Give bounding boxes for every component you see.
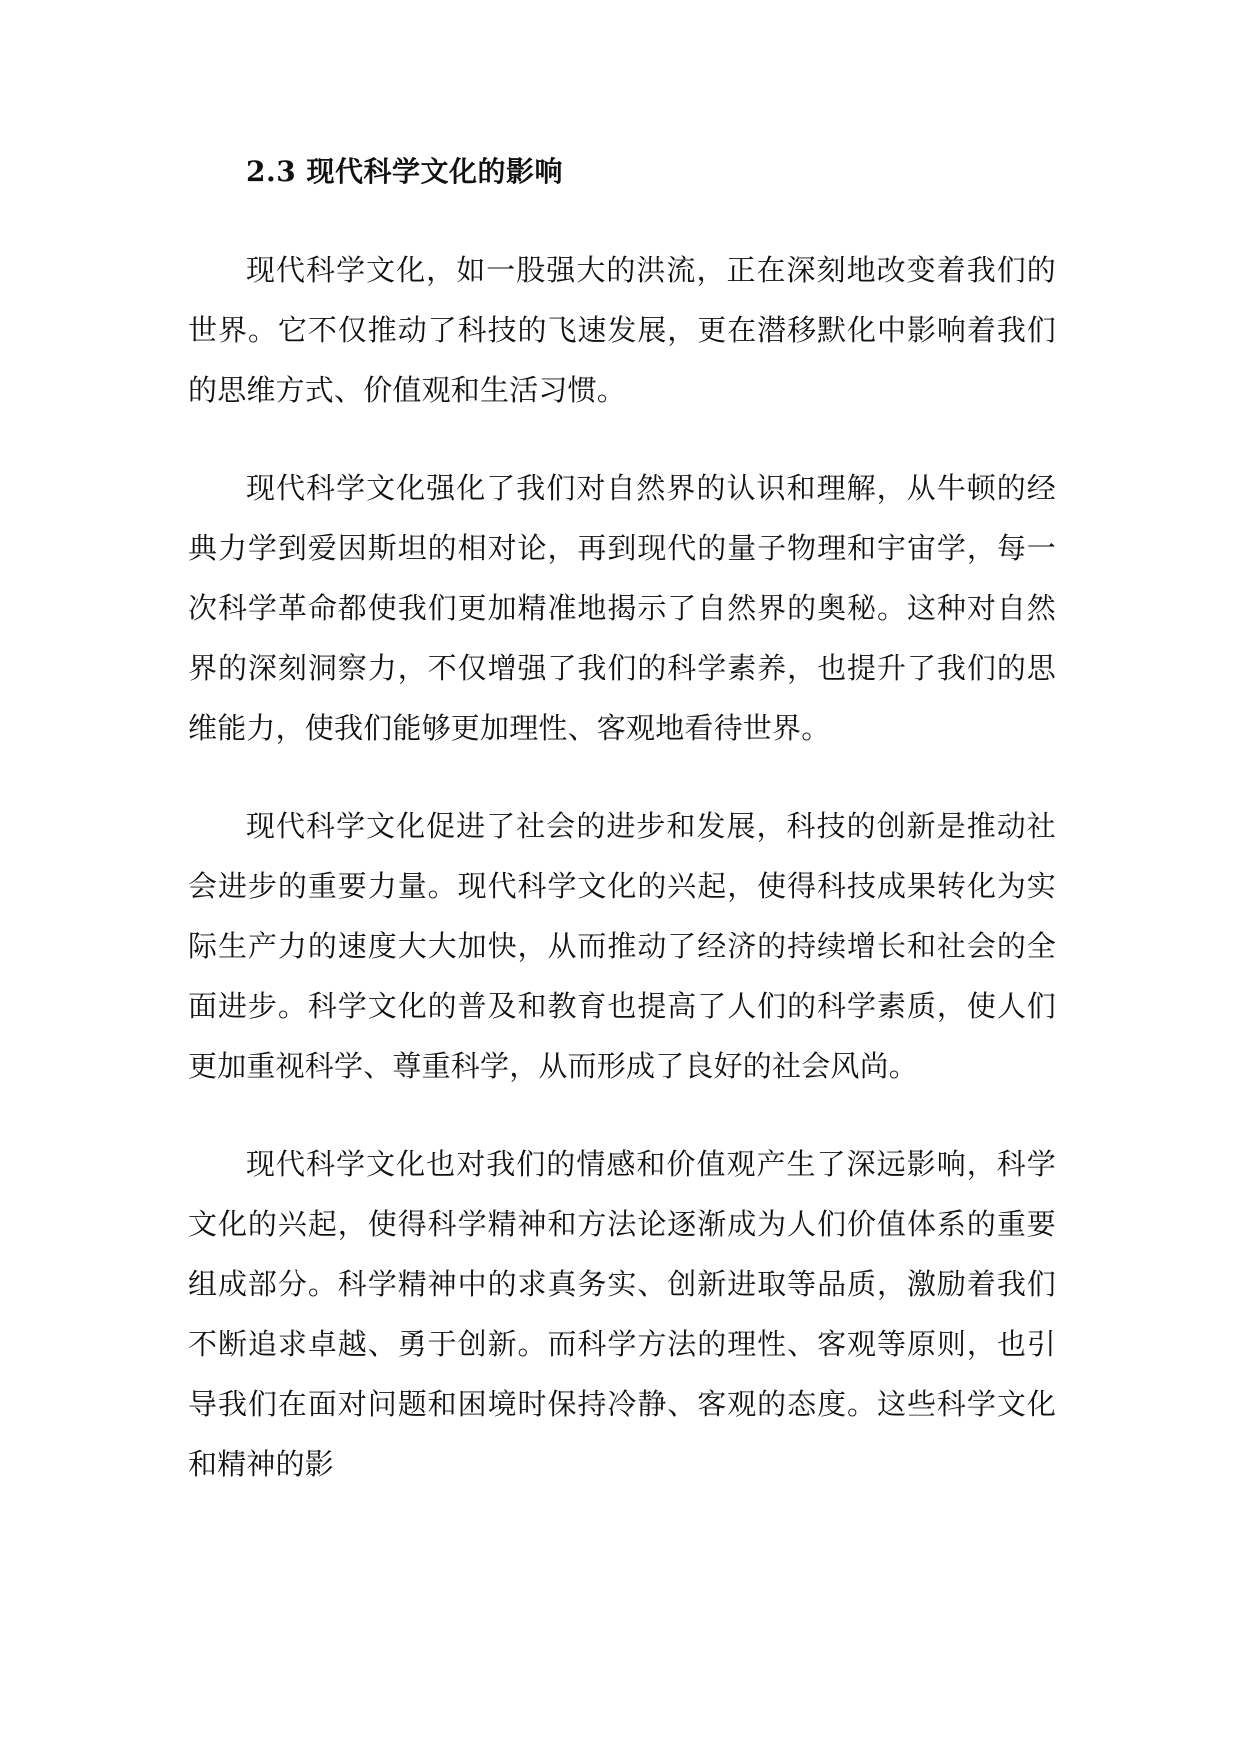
document-body [188,142,1056,1494]
paragraph-2: 现代科学文化强化了我们对自然界的认识和理解，从牛顿的经典力学到爱因斯坦的相对论，再到现代的量子物理和宇宙学，每一次科学革命都使我们更加精准地揭示了自然界的奥秘。这种对自然界的深刻洞察力，不仅增强了我们的科学素养，也提升了我们的思维能力，使我们能够更加理性、客观地看待世界。 [188,471,1056,745]
paragraph-4: 现代科学文化也对我们的情感和价值观产生了深远影响，科学文化的兴起，使得科学精神和方法论逐渐成为人们价值体系的重要组成部分。科学精神中的求真务实、创新进取等品质，激励着我们不断追求卓越、勇于创新。而科学方法的理性、客观等原则，也引导我们在面对问题和困境时保持冷静、客观的态度。这些科学文化和精神的影 [188,1147,1056,1481]
paragraph-3: 现代科学文化促进了社会的进步和发展，科技的创新是推动社会进步的重要力量。现代科学文化的兴起，使得科技成果转化为实际生产力的速度大大加快，从而推动了经济的持续增长和社会的全面进步。科学文化的普及和教育也提高了人们的科学素质，使人们更加重视科学、尊重科学，从而形成了良好的社会风尚。 [188,809,1056,1083]
section-heading: 2.3 现代科学文化的影响 [246,155,563,188]
paragraph-1: 现代科学文化，如一股强大的洪流，正在深刻地改变着我们的世界。它不仅推动了科技的飞速发展，更在潜移默化中影响着我们的思维方式、价值观和生活习惯。 [188,253,1056,407]
